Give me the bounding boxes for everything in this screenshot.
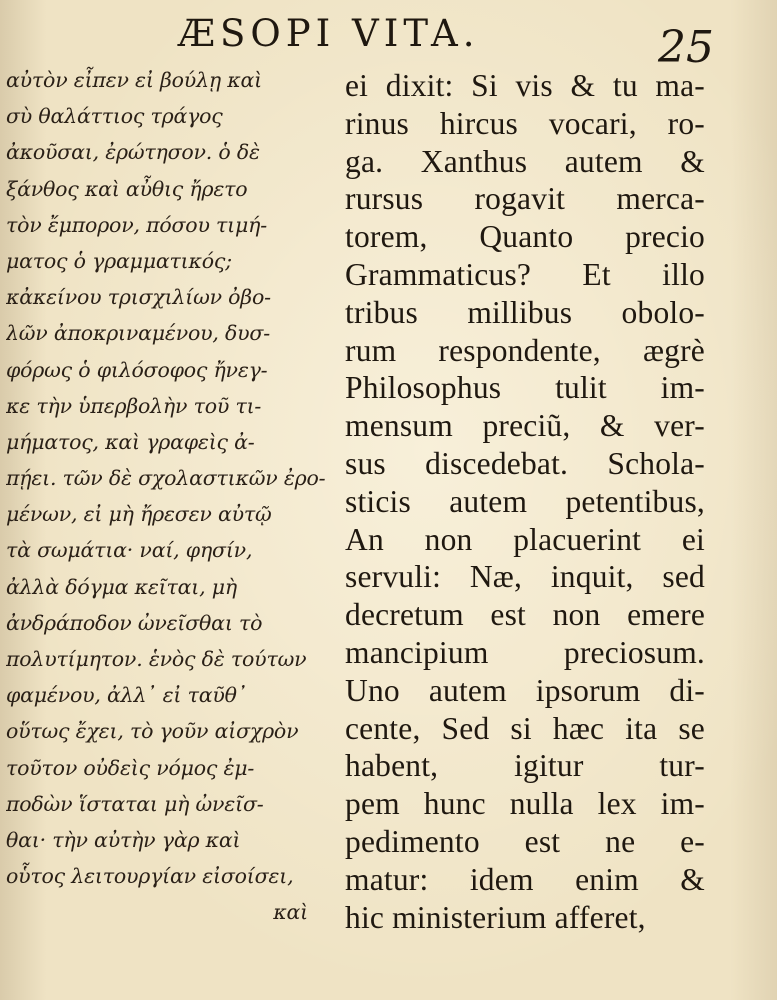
latin-text-line: Uno autem ipsorum di-: [345, 672, 705, 708]
latin-text-line: cente, Sed si hæc ita se: [345, 710, 705, 746]
greek-text-line: καὶ: [273, 900, 308, 925]
latin-text-line: servuli: Næ, inquit, sed: [345, 559, 705, 595]
latin-text-line: Philosophus tulit im-: [345, 370, 705, 406]
latin-text-column: [345, 67, 705, 935]
greek-text-line: τὸν ἔμπορον, πόσου τιμή-: [6, 212, 267, 237]
latin-text-line: decretum est non emere: [345, 597, 705, 633]
latin-text-line: ga. Xanthus autem &: [345, 143, 705, 179]
latin-text-line: torem, Quanto precio: [345, 219, 705, 255]
greek-text-line: κε τὴν ὑπερβολὴν τοῦ τι-: [6, 393, 262, 418]
latin-text-line: pem hunc nulla lex im-: [345, 786, 705, 822]
greek-text-line: λῶν ἀποκριναμένου, δυσ-: [6, 321, 270, 346]
latin-text-line: pedimento est ne e-: [345, 823, 705, 859]
greek-text-line: ματος ὁ γραμματικός;: [6, 248, 232, 273]
greek-text-line: ἀνδράποδον ὠνεῖσθαι τὸ: [6, 610, 263, 635]
latin-text-line: sus discedebat. Schola-: [345, 445, 705, 481]
latin-text-line: matur: idem enim &: [345, 861, 705, 897]
latin-text-line: mensum preciũ, & ver-: [345, 408, 705, 444]
greek-text-line: μήματος, καὶ γραφεὶς ἀ-: [6, 429, 255, 454]
greek-text-line: ξάνθος καὶ αὖθις ἤρετο: [6, 176, 248, 201]
latin-text-line: rum respondente, ægrè: [345, 332, 705, 368]
greek-text-column: [6, 62, 328, 992]
latin-text-line: tribus millibus obolo-: [345, 294, 705, 330]
greek-text-line: οὗτος λειτουργίαν εἰσοίσει,: [6, 864, 294, 889]
latin-text-line: habent, igitur tur-: [345, 748, 705, 784]
greek-text-line: τὰ σωμάτια· ναί, φησίν,: [6, 538, 253, 563]
latin-text-line: An non placuerint ei: [345, 521, 705, 557]
latin-text-line: hic ministerium afferet,: [345, 899, 646, 935]
greek-text-line: σὺ θαλάττιος τράγος: [6, 104, 223, 129]
greek-text-line: πολυτίμητον. ἑνὸς δὲ τούτων: [6, 647, 307, 671]
greek-text-line: θαι· τὴν αὐτὴν γὰρ καὶ: [6, 827, 241, 852]
latin-text-line: rursus rogavit merca-: [345, 181, 705, 217]
latin-text-line: Grammaticus? Et illo: [345, 256, 705, 292]
latin-text-line: rinus hircus vocari, ro-: [345, 105, 705, 141]
latin-text-line: sticis autem petentibus,: [345, 483, 705, 519]
greek-text-line: κἀκείνου τρισχιλίων ὀβο-: [6, 285, 271, 310]
latin-text-line: ei dixit: Si vis & tu ma-: [345, 68, 705, 103]
greek-text-line: μένων, εἰ μὴ ἤρεσεν αὐτῷ: [6, 502, 272, 527]
greek-text-line: φαμένου, ἀλλ᾽ εἰ ταῦθ᾽: [6, 683, 247, 708]
greek-text-line: ἀκοῦσαι, ἐρώτησον. ὁ δὲ: [6, 140, 260, 165]
greek-text-line: τοῦτον οὐδεὶς νόμος ἐμ-: [6, 755, 255, 780]
greek-text-line: αὐτὸν εἶπεν εἰ βούλῃ καὶ: [6, 68, 262, 92]
running-title: ÆSOPI VITA.: [178, 12, 480, 55]
greek-text-line: πῄει. τῶν δὲ σχολαστικῶν ἐρο-: [6, 466, 326, 491]
greek-text-line: φόρως ὁ φιλόσοφος ἤνεγ-: [6, 357, 268, 382]
latin-text-line: mancipium preciosum.: [345, 634, 705, 670]
greek-text-line: οὕτως ἔχει, τὸ γοῦν αἰσχρὸν: [6, 719, 299, 744]
page-number: 25: [658, 22, 714, 73]
greek-text-line: ἀλλὰ δόγμα κεῖται, μὴ: [6, 574, 237, 599]
greek-text-line: ποδὼν ἵσταται μὴ ὠνεῖσ-: [6, 791, 264, 816]
